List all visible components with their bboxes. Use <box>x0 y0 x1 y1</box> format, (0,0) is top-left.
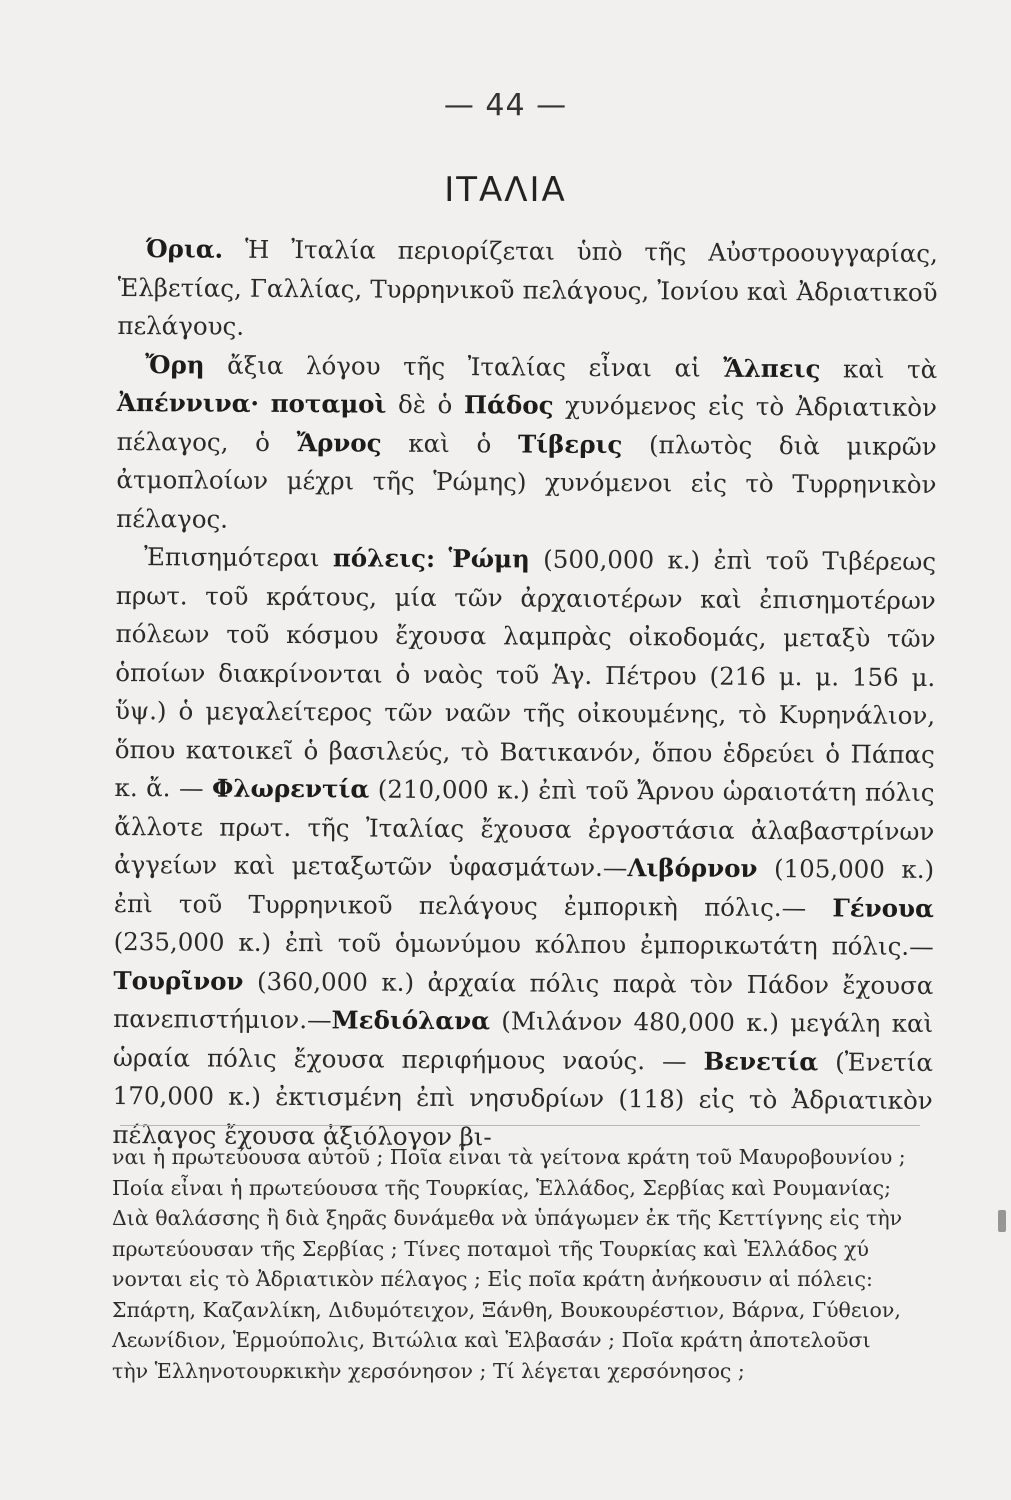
footnote-questions <box>112 1142 912 1386</box>
heading-cities: πόλεις: <box>332 543 436 573</box>
footnote-line: Διὰ θαλάσσης ἢ διὰ ξηρᾶς δυνάμεθα νὰ ὑπάγωμεν ἐκ τῆς Κεττίγνης εἰς τὴν <box>112 1206 903 1230</box>
paragraph-borders <box>117 230 938 351</box>
paragraph-cities <box>112 538 936 1159</box>
heading-borders: Όρια. <box>145 234 224 264</box>
term-venice: Βενετία <box>703 1046 819 1076</box>
text-segment: καὶ τὰ <box>820 353 938 384</box>
term-apennines: Ἀπέννινα· <box>116 387 260 418</box>
term-milan: Μεδιόλανα <box>331 1005 491 1036</box>
text-segment <box>259 389 271 418</box>
term-alps: Ἄλπεις <box>723 353 821 383</box>
chapter-title: ΙΤΑΛΙΑ <box>444 170 567 210</box>
term-livorno: Λιβόρνον <box>627 853 758 883</box>
paragraph-mountains-rivers <box>116 345 937 543</box>
text-segment: (360,000 κ.) ἀρχαία πόλις παρὰ τὸν Πάδον ἔχουσα πανεπιστήμιον.— <box>113 966 934 1035</box>
heading-mountains: Ὄρη <box>145 349 205 380</box>
text-segment: καὶ ὁ <box>381 428 519 458</box>
scan-edge-mark <box>998 1210 1006 1232</box>
text-segment <box>435 544 449 573</box>
footnote-line: πρωτεύουσαν τῆς Σερβίας ; Τίνες ποταμοὶ τῆς Τουρκίας καὶ Ἑλλάδος χύ <box>112 1236 869 1261</box>
footnote-line: νονται εἰς τὸ Ἀδριατικὸν πέλαγος ; Εἰς ποῖα κράτη ἀνήκουσιν αἱ πόλεις: <box>112 1267 873 1291</box>
main-text <box>112 230 938 1159</box>
text-segment: (500,000 κ.) ἐπὶ τοῦ Τιβέρεως πρωτ. τοῦ κράτους, μία τῶν ἀρχαιοτέρων καὶ ἐπισημοτέρων πόλεων τοῦ κόσμου ἔχουσα λαμπρὰς οἰκοδομάς, μεταξὺ τῶν ὁποίων διακρίνονται ὁ ναὸς τοῦ Ἁγ. Πέτρου (216 μ. μ. 156 μ. ὕψ.) ὁ μεγαλείτερος τῶν ναῶν τῆς οἰκουμένης, τὸ Κυρηνάλιον, ὅπου κατοικεῖ ὁ βασιλεύς, τὸ Βατικανόν, ὅπου ἑδρεύει ὁ Πάπας κ. ἄ. — <box>114 544 937 803</box>
term-genoa: Γένουα <box>832 892 934 923</box>
heading-rivers: ποταμοὶ <box>270 388 387 419</box>
term-po: Πάδος <box>463 390 554 420</box>
footnote-line: τὴν Ἑλληνοτουρκικὴν χερσόνησον ; Τί λέγεται χερσόνησος ; <box>112 1358 745 1383</box>
text-segment: (105,000 κ.) ἐπὶ τοῦ Τυρρηνικοῦ πελάγους ἐμπορικὴ πόλις.— <box>113 853 935 922</box>
text-borders: Ἡ Ἰταλία περιορίζεται ὑπὸ τῆς Αὐστροουγγαρίας, Ἑλβετίας, Γαλλίας, Τυρρηνικοῦ πελάγους, Ἰονίου καὶ Ἀδριατικοῦ πελάγους. <box>117 234 938 341</box>
term-florence: Φλωρεντία <box>211 773 370 804</box>
footnote-divider <box>120 1125 920 1126</box>
text-segment: (πλωτὸς διὰ μικρῶν ἀτμοπλοίων μέχρι τῆς Ῥώμης) χυνόμενοι εἰς τὸ Τυρρηνικὸν πέλαγος. <box>116 429 937 534</box>
term-turin: Τουρῖνον <box>113 965 244 996</box>
footnote-line: ναι ἡ πρωτεύουσα αὐτοῦ ; Ποῖα εἶναι τὰ γείτονα κράτη τοῦ Μαυροβουνίου ; <box>112 1145 906 1169</box>
footnote-line: Ποία εἶναι ἡ πρωτεύουσα τῆς Τουρκίας, Ἑλλάδος, Σερβίας καὶ Ρουμανίας; <box>112 1175 891 1200</box>
text-segment: ἄξια λόγου τῆς Ἰταλίας εἶναι αἱ <box>204 350 724 383</box>
text-segment: χυνόμενος εἰς τὸ Ἀδριατικὸν πέλαγος, ὁ <box>116 390 938 457</box>
page-number: — 44 — <box>443 88 568 123</box>
term-rome: Ῥώμη <box>448 544 530 574</box>
text-segment: δὲ ὁ <box>386 389 465 420</box>
footnote-line: Λεωνίδιον, Ἑρμούπολις, Βιτώλια καὶ Ἑλβασάν ; Ποῖα κράτη ἀποτελοῦσι <box>112 1328 871 1352</box>
text-segment: (235,000 κ.) ἐπὶ τοῦ ὁμωνύμου κόλπου ἐμπορικωτάτη πόλις.— <box>113 926 934 961</box>
term-arno: Ἄρνος <box>296 427 382 458</box>
text-segment: Ἐπισημότεραι <box>143 542 333 573</box>
term-tiber: Τίβερις <box>517 428 623 459</box>
text-segment: (Μιλάνον 480,000 κ.) μεγάλη καὶ ὡραία πόλις ἔχουσα περιφήμους ναούς. — <box>112 1006 934 1076</box>
footnote-line: Σπάρτη, Καζανλίκη, Διδυμότειχον, Ξάνθη, Βουκουρέστιον, Βάρνα, Γύθειον, <box>112 1297 901 1322</box>
text-segment: (210,000 κ.) ἐπὶ τοῦ Ἄρνου ὡραιοτάτη πόλις ἄλλοτε πρωτ. τῆς Ἰταλίας ἔχουσα ἐργοστάσια ἀλαβαστρίνων ἀγγείων καὶ μεταξωτῶν ὑφασμάτων.— <box>114 774 935 883</box>
text-segment: (Ἐνετία 170,000 κ.) ἐκτισμένη ἐπὶ νησυδρίων (118) εἰς τὸ Ἀδριατικὸν πέλαγος ἔχουσα ἀξιόλογον βι- <box>112 1046 934 1151</box>
